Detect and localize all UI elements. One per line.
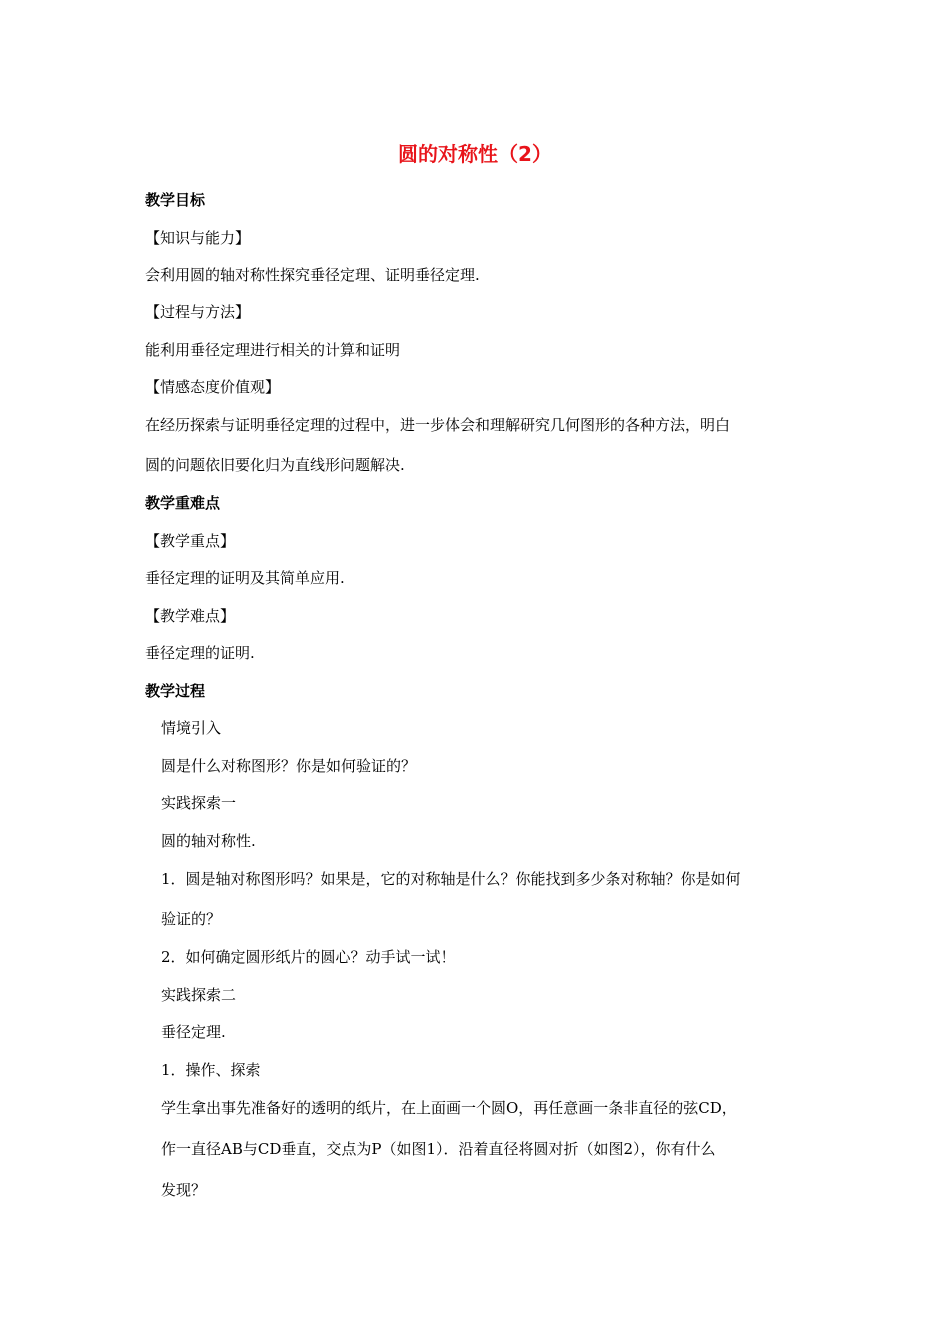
explore2-text-line-2: 作一直径AB与CD垂直，交点为P（如图1）．沿着直径将圆对折（如图2），你有什么 bbox=[161, 1140, 716, 1158]
explore1-question-1-line-1: 1．圆是轴对称图形吗？如果是，它的对称轴是什么？你能找到多少条对称轴？你是如何 bbox=[161, 870, 741, 888]
attitude-text-line-1: 在经历探索与证明垂径定理的过程中，进一步体会和理解研究几何图形的各种方法，明白 bbox=[145, 416, 731, 434]
explore2-step-1: 1．操作、探索 bbox=[161, 1061, 261, 1079]
explore2-text-line-3: 发现？ bbox=[161, 1181, 207, 1199]
explore2-text-line-1: 学生拿出事先准备好的透明的纸片，在上面画一个圆O，再任意画一条非直径的弦CD， bbox=[161, 1099, 737, 1117]
difficulty-text: 垂径定理的证明. bbox=[145, 644, 255, 662]
knowledge-text: 会利用圆的轴对称性探究垂径定理、证明垂径定理. bbox=[145, 266, 480, 284]
process-method-text: 能利用垂径定理进行相关的计算和证明 bbox=[145, 341, 401, 359]
difficulty-label: 【教学难点】 bbox=[145, 607, 236, 625]
process-method-label: 【过程与方法】 bbox=[145, 303, 251, 321]
explore1-question-2: 2．如何确定圆形纸片的圆心？动手试一试！ bbox=[161, 948, 456, 966]
focus-text: 垂径定理的证明及其简单应用. bbox=[145, 569, 345, 587]
key-points-heading: 教学重难点 bbox=[145, 494, 221, 512]
explore1-topic: 圆的轴对称性. bbox=[161, 832, 256, 850]
focus-label: 【教学重点】 bbox=[145, 532, 236, 550]
attitude-label: 【情感态度价值观】 bbox=[145, 378, 281, 396]
attitude-text-line-2: 圆的问题依旧要化归为直线形问题解决. bbox=[145, 456, 405, 474]
objectives-heading: 教学目标 bbox=[145, 191, 206, 209]
explore1-question-1-line-2: 验证的？ bbox=[161, 910, 222, 928]
process-heading: 教学过程 bbox=[145, 682, 206, 700]
page-title: 圆的对称性（2） bbox=[398, 142, 552, 166]
intro-label: 情境引入 bbox=[161, 719, 222, 737]
explore2-topic: 垂径定理. bbox=[161, 1023, 226, 1041]
explore2-label: 实践探索二 bbox=[161, 986, 237, 1004]
knowledge-label: 【知识与能力】 bbox=[145, 229, 251, 247]
explore1-label: 实践探索一 bbox=[161, 794, 237, 812]
intro-question: 圆是什么对称图形？你是如何验证的？ bbox=[161, 757, 417, 775]
